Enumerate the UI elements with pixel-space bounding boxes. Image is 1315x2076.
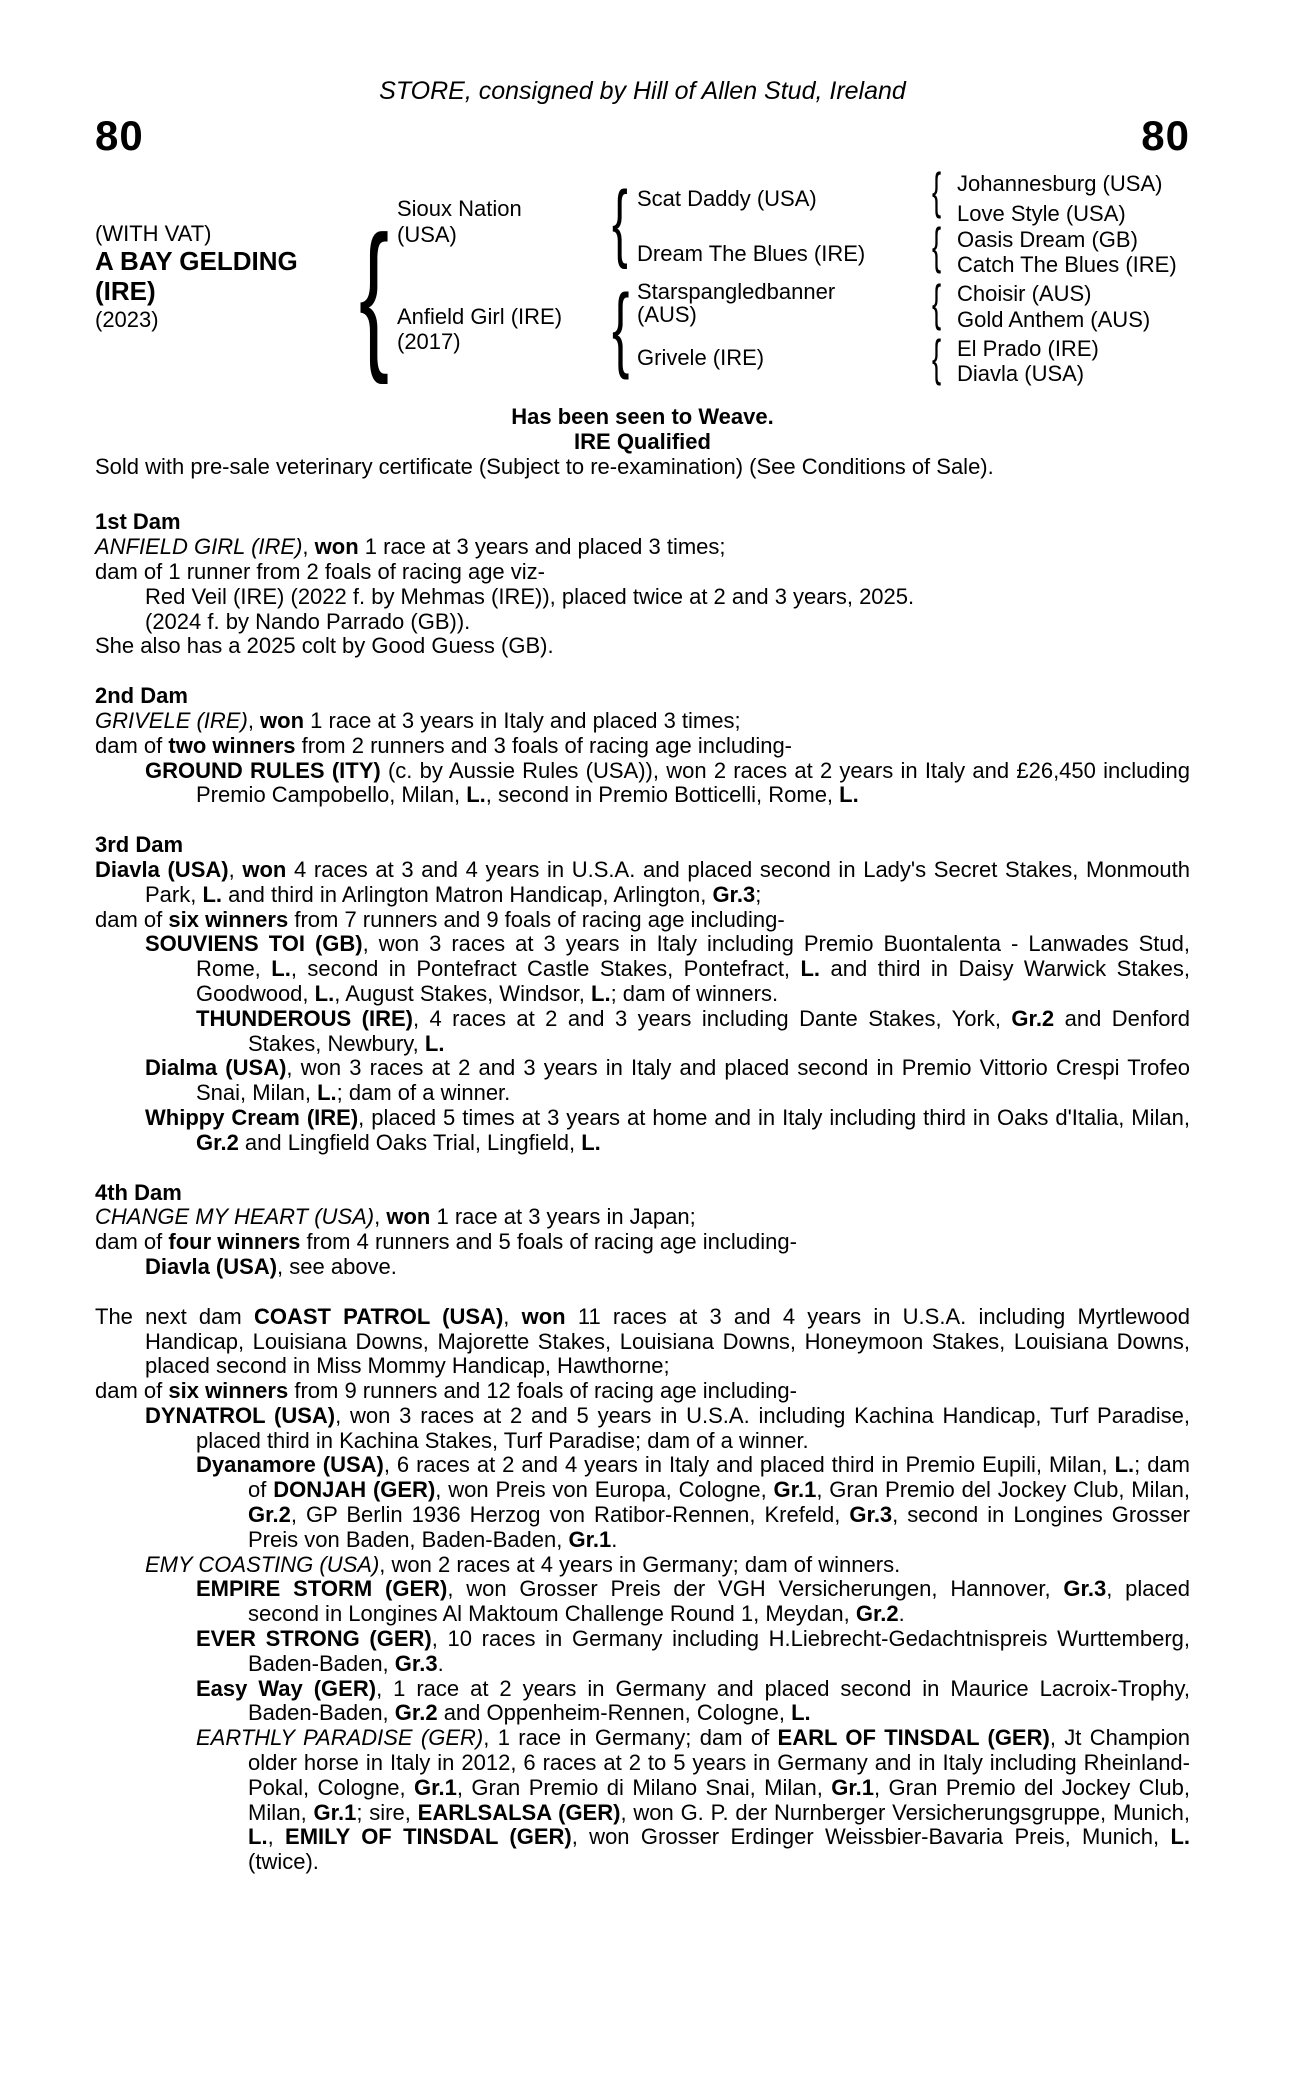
granddam-sire: Dream The Blues (IRE): [637, 241, 866, 266]
text-run: L.: [1114, 1452, 1135, 1478]
pedigree-brace-sire: [612, 182, 628, 263]
notice-weave: Has been seen to Weave.: [511, 404, 774, 429]
text-run: won: [521, 1303, 566, 1329]
pedigree-chart: [95, 165, 1190, 405]
grandsire-dam-sfx: (AUS): [637, 302, 697, 327]
notice-ire-qualified: IRE Qualified: [574, 428, 711, 454]
text-run: EARL OF TINSDAL (GER): [777, 1725, 1050, 1751]
text-run: , 1 race at 2 years in Germany and placed second in Maurice Lacroix-Trophy, Baden-Baden,: [248, 1675, 1190, 1726]
text-run: from 4 runners and 5 foals of racing age including-: [300, 1229, 797, 1255]
pedigree-brace-gg2: [932, 223, 941, 270]
dam-year: (2017): [397, 329, 461, 354]
catalog-paragraph: [95, 858, 1190, 908]
text-run: ,: [228, 856, 243, 882]
catalog-paragraph: [95, 1205, 1190, 1230]
text-run: , 4 races at 2 and 3 years including Dante Stakes, York,: [412, 1005, 1012, 1031]
great-grandparent: Choisir (AUS): [957, 281, 1092, 306]
text-run: , won Preis von Europa, Cologne,: [435, 1477, 774, 1503]
lot-number-left: 80: [95, 112, 144, 159]
text-run: 1 race at 3 years and placed 3 times;: [358, 534, 726, 560]
text-run: Gr.3: [1063, 1576, 1107, 1602]
text-run: Gr.2: [855, 1601, 899, 1627]
text-run: SOUVIENS TOI (GB): [145, 931, 363, 957]
text-run: COAST PATROL (USA): [253, 1303, 504, 1329]
catalog-paragraph: [95, 908, 1190, 933]
text-run: and third in Arlington Matron Handicap, Arlington,: [222, 881, 713, 907]
text-run: EMILY OF TINSDAL (GER): [285, 1824, 572, 1850]
text-run: (c. by Aussie Rules (USA)), won 2 races at 2 years in Italy and £26,450 including Premio Campobello, Milan,: [196, 757, 1190, 808]
text-run: , placed second in Longines Al Maktoum Challenge Round 1, Meydan,: [248, 1576, 1190, 1627]
vat-note: (WITH VAT): [95, 221, 212, 246]
text-run: Gr.1: [831, 1774, 875, 1800]
text-run: , won 3 races at 2 and 3 years in Italy and placed second in Premio Vittorio Crespi Trofeo Snai, Milan,: [196, 1055, 1190, 1106]
text-run: Dyanamore (USA): [196, 1452, 384, 1478]
text-run: ; sire,: [356, 1799, 418, 1825]
text-run: L.: [248, 1824, 268, 1850]
catalog-paragraph: [95, 1677, 1190, 1727]
dam-section-heading: 3rd Dam: [95, 832, 184, 858]
dam-section-heading: 4th Dam: [95, 1179, 182, 1205]
text-run: 1 race at 3 years in Italy and placed 3 times;: [304, 707, 741, 733]
granddam-dam: Grivele (IRE): [637, 345, 765, 370]
text-run: .: [611, 1526, 618, 1552]
catalog-paragraph: [95, 1379, 1190, 1404]
text-run: ; dam of: [248, 1452, 1190, 1503]
text-run: and Denford Stakes, Newbury,: [248, 1005, 1190, 1056]
grandsire-sire: Scat Daddy (USA): [637, 186, 817, 211]
text-run: four winners: [168, 1229, 301, 1255]
catalog-paragraph: [95, 1726, 1190, 1875]
catalog-paragraph: [95, 1056, 1190, 1106]
text-run: THUNDEROUS (IRE): [196, 1005, 413, 1031]
text-run: ,: [302, 534, 315, 560]
text-run: Gr.1: [773, 1477, 817, 1503]
text-run: ,: [267, 1824, 286, 1850]
text-run: Whippy Cream (IRE): [145, 1104, 359, 1130]
text-run: L.: [1170, 1824, 1190, 1850]
text-run: , won Grosser Erdinger Weissbier-Bavaria Preis, Munich,: [571, 1824, 1171, 1850]
text-run: and Oppenheim-Rennen, Cologne,: [437, 1700, 792, 1726]
sire-suffix: (USA): [397, 222, 457, 247]
text-run: and third in Daisy Warwick Stakes, Goodwood,: [196, 956, 1190, 1006]
catalog-paragraph: [95, 1553, 1190, 1578]
text-run: DONJAH (GER): [273, 1477, 436, 1503]
text-run: Diavla (USA): [95, 856, 229, 882]
text-run: L.: [839, 782, 859, 808]
catalog-paragraph: [95, 634, 1190, 659]
text-run: She also has a 2025 colt by Good Guess (GB).: [95, 633, 554, 659]
catalog-paragraph: [95, 1007, 1190, 1057]
catalog-paragraph: [95, 932, 1190, 1006]
text-run: Gr.2: [248, 1502, 291, 1528]
great-grandparent: Catch The Blues (IRE): [957, 252, 1177, 277]
dam-section: [95, 1181, 1190, 1280]
text-run: L.: [424, 1030, 445, 1056]
pedigree-brace-gg3: [932, 280, 941, 327]
horse-year: (2023): [95, 307, 159, 332]
dam-section: [95, 1305, 1190, 1875]
text-run: L.: [581, 1129, 601, 1155]
catalog-paragraph: [95, 535, 1190, 560]
text-run: won: [242, 856, 287, 882]
pedigree-brace-gg4: [932, 335, 941, 382]
text-run: L.: [791, 1700, 811, 1726]
text-run: won: [314, 534, 359, 560]
text-run: L.: [317, 1080, 337, 1106]
text-run: .: [437, 1650, 444, 1676]
catalog-paragraph: [95, 709, 1190, 734]
text-run: L.: [202, 881, 223, 907]
text-run: L.: [466, 782, 486, 808]
text-run: , 1 race in Germany; dam of: [483, 1725, 778, 1751]
catalog-sections: [95, 510, 1190, 1875]
text-run: Gr.3: [394, 1650, 438, 1676]
text-run: GROUND RULES (ITY): [145, 757, 381, 783]
dam-section: [95, 510, 1190, 659]
consignor-line: STORE, consigned by Hill of Allen Stud, Ireland: [379, 77, 906, 105]
text-run: , August Stakes, Windsor,: [334, 980, 591, 1006]
catalog-paragraph: [95, 1255, 1190, 1280]
text-run: ; dam of winners.: [610, 980, 779, 1006]
text-run: two winners: [168, 732, 296, 758]
text-run: EARTHLY PARADISE (GER): [196, 1725, 484, 1751]
text-run: , won 3 races at 2 and 5 years in U.S.A. including Kachina Handicap, Turf Paradise, placed third in Kachina Stakes, Turf Paradise; dam of a winner.: [196, 1402, 1190, 1453]
text-run: 1 race at 3 years in Japan;: [430, 1204, 696, 1230]
catalog-paragraph: [95, 1453, 1190, 1552]
text-run: .: [898, 1601, 905, 1627]
text-run: ;: [755, 881, 762, 907]
text-run: Gr.3: [712, 881, 756, 907]
text-run: , see above.: [277, 1253, 397, 1279]
great-grandparent: El Prado (IRE): [957, 336, 1099, 361]
dam-name: Anfield Girl (IRE): [397, 304, 563, 329]
catalog-paragraph: [95, 1404, 1190, 1454]
dam-section: [95, 684, 1190, 808]
great-grandparent: Gold Anthem (AUS): [957, 307, 1151, 332]
text-run: Gr.1: [313, 1799, 357, 1825]
pedigree-brace-gen1: [359, 215, 389, 372]
dam-section-heading: 2nd Dam: [95, 683, 188, 709]
text-run: ANFIELD GIRL (IRE): [95, 534, 303, 560]
text-run: Red Veil (IRE) (2022 f. by Mehmas (IRE)), placed twice at 2 and 3 years, 2025.: [145, 583, 915, 609]
text-run: , GP Berlin 1936 Herzog von Ratibor-Rennen, Krefeld,: [290, 1502, 850, 1528]
text-run: , won 3 races at 3 years in Italy including Premio Buontalenta - Lanwades Stud, Rome,: [196, 931, 1190, 982]
text-run: Gr.1: [568, 1526, 612, 1552]
text-run: , placed 5 times at 3 years at home and in Italy including third in Oaks d'Italia, Milan,: [358, 1104, 1190, 1130]
text-run: , won Grosser Preis der VGH Versicherungen, Hannover,: [447, 1576, 1064, 1602]
catalog-paragraph: [95, 560, 1190, 585]
text-run: , second in Longines Grosser Preis von Baden, Baden-Baden,: [248, 1502, 1190, 1552]
text-run: dam of: [95, 1378, 169, 1404]
text-run: , second in Premio Botticelli, Rome,: [485, 782, 840, 808]
text-run: L.: [591, 980, 611, 1006]
text-run: ,: [503, 1303, 522, 1329]
text-run: 11 races at 3 and 4 years in U.S.A. including Myrtlewood Handicap, Louisiana Downs, Majorette Stakes, Louisiana Downs, Honeymoon Stakes, Louisiana Downs, placed second in Miss Mommy Handicap, Hawthorne;: [145, 1303, 1190, 1379]
great-grandparent: Johannesburg (USA): [957, 171, 1163, 196]
text-run: and Lingfield Oaks Trial, Lingfield,: [238, 1129, 582, 1155]
text-run: dam of: [95, 906, 169, 932]
text-run: EVER STRONG (GER): [196, 1626, 432, 1652]
great-grandparent: Diavla (USA): [957, 361, 1085, 386]
text-run: L.: [271, 956, 291, 982]
text-run: , Gran Premio del Jockey Club, Milan,: [816, 1477, 1190, 1503]
catalog-paragraph: [95, 734, 1190, 759]
conditions-line: Sold with pre-sale veterinary certificate (Subject to re-examination) (See Conditions of Sale).: [95, 453, 994, 479]
text-run: Gr.2: [1011, 1005, 1055, 1031]
catalog-paragraph: [95, 1305, 1190, 1379]
text-run: Gr.2: [394, 1700, 438, 1726]
text-run: Dialma (USA): [145, 1055, 287, 1081]
lot-number-row: [95, 114, 1190, 158]
text-run: ,: [374, 1204, 387, 1230]
catalog-paragraph: [95, 610, 1190, 635]
text-run: The next dam: [95, 1303, 254, 1329]
text-run: from 7 runners and 9 foals of racing age including-: [288, 906, 785, 932]
text-run: , 6 races at 2 and 4 years in Italy and placed third in Premio Eupili, Milan,: [383, 1452, 1115, 1478]
text-run: six winners: [168, 906, 289, 932]
catalog-paragraph: [95, 1627, 1190, 1677]
text-run: (twice).: [248, 1849, 319, 1875]
text-run: won: [386, 1204, 431, 1230]
text-run: dam of 1 runner from 2 foals of racing age viz-: [95, 558, 545, 584]
lot-number-right: 80: [1141, 112, 1190, 159]
text-run: from 9 runners and 12 foals of racing age including-: [288, 1378, 797, 1404]
text-run: EARLSALSA (GER): [417, 1799, 621, 1825]
pedigree-brace-dam: [612, 283, 629, 373]
text-run: , Jt Champion older horse in Italy in 2012, 6 races at 2 to 5 years in Germany and in Italy including Rheinland-Pokal, Cologne,: [248, 1725, 1190, 1800]
text-run: dam of: [95, 732, 169, 758]
text-run: Diavla (USA): [145, 1253, 278, 1279]
text-run: dam of: [95, 1229, 169, 1255]
text-run: Gr.3: [849, 1502, 893, 1528]
horse-suffix: (IRE): [95, 276, 156, 306]
text-run: L.: [800, 956, 821, 982]
dam-section-heading: 1st Dam: [95, 509, 181, 535]
text-run: Gr.1: [414, 1774, 457, 1800]
text-run: ,: [247, 707, 261, 733]
text-run: , won G. P. der Nurnberger Versicherungsgruppe, Munich,: [620, 1799, 1191, 1825]
text-run: Easy Way (GER): [196, 1675, 377, 1701]
text-run: EMY COASTING (USA): [145, 1551, 380, 1577]
text-run: , won 2 races at 4 years in Germany; dam of winners.: [379, 1551, 901, 1577]
text-run: from 2 runners and 3 foals of racing age including-: [295, 732, 793, 758]
great-grandparent: Oasis Dream (GB): [957, 227, 1138, 252]
text-run: (2024 f. by Nando Parrado (GB)).: [145, 608, 471, 634]
catalog-page: [95, 76, 1190, 1875]
great-grandparent: Love Style (USA): [957, 201, 1126, 226]
sire-name: Sioux Nation: [397, 196, 522, 221]
pedigree-brace-gg1: [932, 168, 941, 215]
text-run: Gr.2: [196, 1129, 239, 1155]
text-run: , Gran Premio di Milano Snai, Milan,: [456, 1774, 832, 1800]
text-run: , 10 races in Germany including H.Liebrecht-Gedachtnispreis Wurttemberg, Baden-Baden,: [248, 1626, 1190, 1676]
text-run: ; dam of a winner.: [336, 1080, 511, 1106]
text-run: EMPIRE STORM (GER): [196, 1576, 448, 1602]
text-run: DYNATROL (USA): [145, 1402, 336, 1428]
catalog-paragraph: [95, 1577, 1190, 1627]
catalog-paragraph: [95, 759, 1190, 809]
text-run: won: [260, 707, 305, 733]
dam-section: [95, 833, 1190, 1155]
text-run: GRIVELE (IRE): [95, 707, 248, 733]
grandsire-dam: Starspangledbanner: [637, 279, 836, 304]
text-run: L.: [314, 980, 335, 1006]
text-run: CHANGE MY HEART (USA): [95, 1204, 375, 1230]
text-run: six winners: [168, 1378, 289, 1404]
catalog-paragraph: [95, 1106, 1190, 1156]
horse-name: A BAY GELDING: [95, 246, 298, 276]
catalog-paragraph: [95, 1230, 1190, 1255]
text-run: 4 races at 3 and 4 years in U.S.A. and placed second in Lady's Secret Stakes, Monmouth Park,: [145, 856, 1190, 907]
text-run: , second in Pontefract Castle Stakes, Pontefract,: [290, 956, 801, 982]
text-run: , Gran Premio del Jockey Club, Milan,: [248, 1774, 1190, 1825]
catalog-paragraph: [95, 585, 1190, 610]
